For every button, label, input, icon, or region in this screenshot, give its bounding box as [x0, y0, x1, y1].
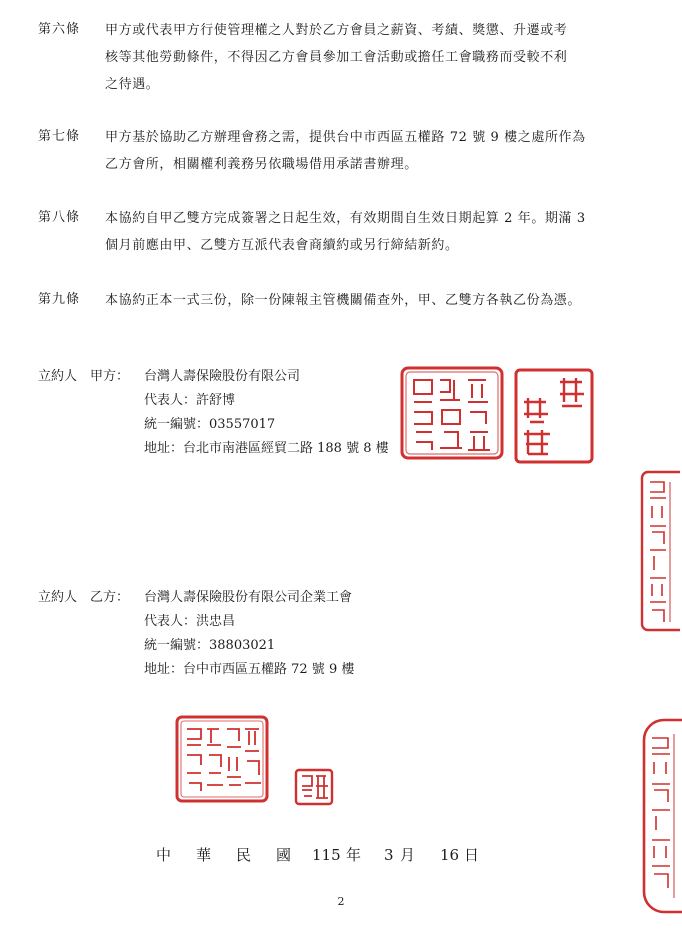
union-representative-seal-stamp [294, 768, 334, 806]
signing-date [156, 845, 484, 865]
party-b-representative: 代表人：洪忠昌 [144, 614, 236, 629]
date-char: 華 [196, 846, 212, 864]
article-number: 第八條 [38, 210, 81, 225]
page-number: 2 [337, 895, 345, 908]
edge-seal-stamp-lower [640, 718, 682, 914]
article-text [105, 124, 625, 178]
article-line: 核等其他勞動條件，不得因乙方會員參加工會活動或擔任工會職務而受較不利 [105, 50, 568, 65]
union-seal-stamp [175, 715, 269, 803]
article-line: 甲方基於協助乙方辦理會務之需，提供台中市西區五權路 72 號 9 樓之處所作為 [105, 130, 586, 145]
article-line: 甲方或代表甲方行使管理權之人對於乙方會員之薪資、考績、獎懲、升遷或考 [105, 23, 568, 38]
date-day: 16 [440, 846, 460, 864]
party-b-role: 立約人 乙方： [38, 590, 130, 605]
article-number: 第六條 [38, 22, 81, 37]
article-number: 第九條 [38, 292, 81, 307]
party-a-representative: 代表人：許舒博 [144, 393, 236, 408]
article-line: 本協約正本一式三份，除一份陳報主管機關備查外，甲、乙雙方各執乙份為憑。 [105, 293, 582, 308]
date-month: 3 [384, 846, 394, 864]
company-seal-stamp [400, 366, 504, 460]
date-char: 國 [276, 846, 292, 864]
article-line: 本協約自甲乙雙方完成簽署之日起生效，有效期間自生效日期起算 2 年。期滿 3 [105, 211, 586, 226]
article-text [105, 287, 625, 314]
party-b-tax-id: 統一編號：38803021 [144, 638, 276, 653]
article-text [105, 205, 625, 259]
article-line: 之待遇。 [105, 77, 160, 92]
party-a-name: 台灣人壽保險股份有限公司 [144, 369, 301, 384]
party-b-name: 台灣人壽保險股份有限公司企業工會 [144, 590, 353, 605]
date-day-unit: 日 [464, 846, 480, 864]
party-b-address: 地址：台中市西區五權路 72 號 9 樓 [144, 662, 355, 677]
date-char: 中 [156, 846, 172, 864]
date-year: 115 [312, 846, 341, 864]
article-number: 第七條 [38, 129, 81, 144]
article-text [105, 17, 625, 98]
representative-seal-stamp [514, 368, 594, 464]
article-line: 乙方會所，相關權利義務另依職場借用承諾書辦理。 [105, 157, 418, 172]
edge-seal-stamp [640, 470, 680, 632]
article-line: 個月前應由甲、乙雙方互派代表會商續約或另行締結新約。 [105, 238, 459, 253]
party-a-address: 地址：台北市南港區經貿二路 188 號 8 樓 [144, 441, 389, 456]
date-char: 民 [236, 846, 252, 864]
party-a-tax-id: 統一編號：03557017 [144, 417, 276, 432]
party-a-role: 立約人 甲方： [38, 369, 130, 384]
date-year-unit: 年 [346, 846, 362, 864]
date-month-unit: 月 [400, 846, 416, 864]
